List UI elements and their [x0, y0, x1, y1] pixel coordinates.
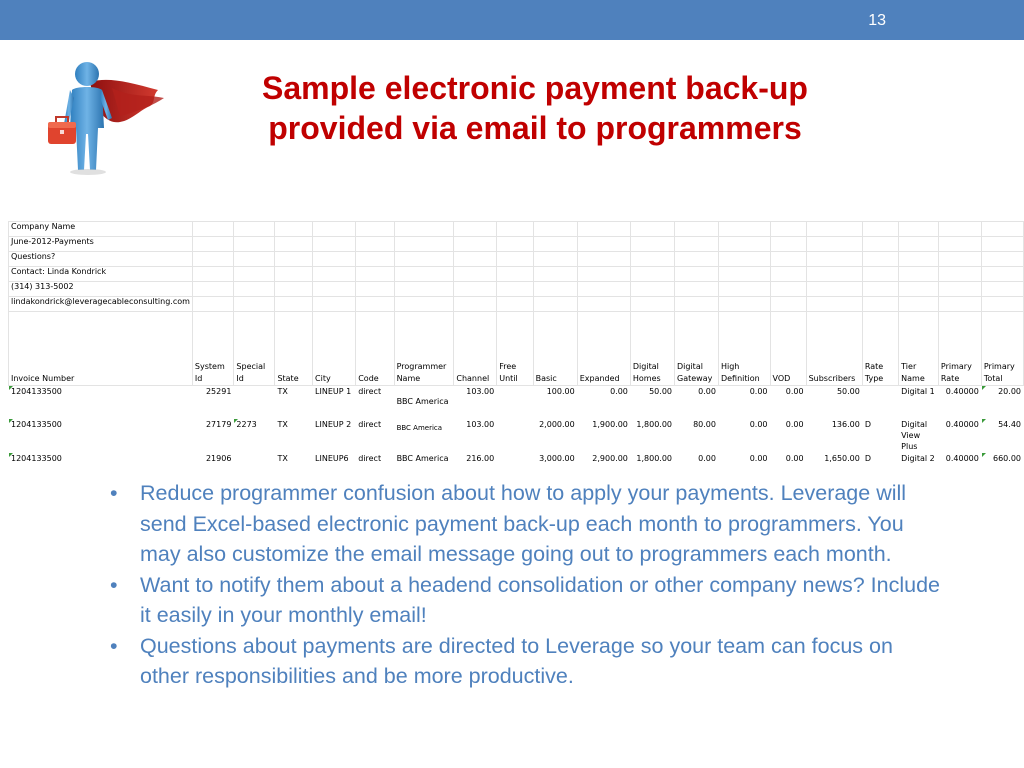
empty-cell	[394, 267, 454, 282]
empty-cell	[533, 222, 577, 237]
empty-cell	[675, 237, 719, 252]
empty-cell	[454, 267, 497, 282]
cell-invoice: 1204133500	[9, 419, 193, 453]
empty-cell	[806, 297, 862, 312]
cell-special-id: 2273	[234, 419, 275, 453]
empty-cell	[938, 222, 981, 237]
empty-cell	[806, 252, 862, 267]
empty-cell	[533, 282, 577, 297]
empty-cell	[770, 222, 806, 237]
cell-channel: 103.00	[454, 386, 497, 419]
cell-digital-gateway: 0.00	[675, 386, 719, 419]
cell-basic: 2,000.00	[533, 419, 577, 453]
empty-cell	[497, 267, 533, 282]
cell-special-id	[234, 386, 275, 419]
empty-cell	[862, 237, 898, 252]
cell-system-id: 27179	[192, 419, 234, 453]
cell-state: TX	[275, 386, 313, 419]
info-cell: Questions?	[9, 252, 193, 267]
empty-cell	[454, 237, 497, 252]
data-rows	[9, 386, 1024, 476]
column-header: Channel	[454, 312, 497, 386]
empty-cell	[675, 267, 719, 282]
empty-cell	[577, 252, 630, 267]
cell-hd: 0.00	[718, 419, 770, 453]
info-row	[9, 267, 1024, 282]
column-header: City	[313, 312, 356, 386]
empty-cell	[192, 222, 234, 237]
column-header: Expanded	[577, 312, 630, 386]
cell-rate-type: D	[862, 419, 898, 453]
empty-cell	[577, 267, 630, 282]
column-header: Digital Gateway	[675, 312, 719, 386]
cell-expanded: 2,900.00	[577, 453, 630, 476]
empty-cell	[313, 267, 356, 282]
cell-city: LINEUP6	[313, 453, 356, 476]
info-cell: lindakondrick@leveragecableconsulting.com	[9, 297, 193, 312]
empty-cell	[577, 282, 630, 297]
cell-primary-total: 660.00	[981, 453, 1023, 476]
cell-rate-type	[862, 386, 898, 419]
bullet-marker: •	[110, 633, 118, 658]
column-header: System Id	[192, 312, 234, 386]
empty-cell	[806, 282, 862, 297]
empty-cell	[356, 252, 394, 267]
cell-rate-type: D	[862, 453, 898, 476]
column-header: Basic	[533, 312, 577, 386]
empty-cell	[313, 237, 356, 252]
empty-cell	[718, 252, 770, 267]
cell-digital-gateway: 80.00	[675, 419, 719, 453]
empty-cell	[356, 297, 394, 312]
cell-basic: 100.00	[533, 386, 577, 419]
empty-cell	[313, 252, 356, 267]
slide-title	[180, 68, 890, 148]
empty-cell	[770, 282, 806, 297]
info-row	[9, 282, 1024, 297]
empty-cell	[275, 252, 313, 267]
cell-city: LINEUP 2	[313, 419, 356, 453]
bullet-text: Reduce programmer confusion about how to apply your payments. Leverage will send Excel-based electronic payment back-up each month to programmers. You may also customize the email message going out to programmers each month.	[140, 481, 907, 566]
bullet-text: Want to notify them about a headend consolidation or other company news? Include it easily in your monthly email!	[140, 572, 940, 627]
empty-cell	[770, 252, 806, 267]
empty-cell	[862, 282, 898, 297]
empty-cell	[192, 282, 234, 297]
empty-cell	[454, 282, 497, 297]
empty-cell	[981, 282, 1023, 297]
empty-cell	[454, 252, 497, 267]
cell-expanded: 0.00	[577, 386, 630, 419]
empty-cell	[192, 297, 234, 312]
empty-cell	[718, 282, 770, 297]
empty-cell	[192, 252, 234, 267]
bullet-marker: •	[110, 481, 118, 505]
empty-cell	[234, 267, 275, 282]
cell-invoice: 1204133500	[9, 386, 193, 419]
empty-cell	[899, 282, 939, 297]
empty-cell	[577, 237, 630, 252]
empty-cell	[675, 282, 719, 297]
empty-cell	[981, 252, 1023, 267]
cell-subscribers: 1,650.00	[806, 453, 862, 476]
empty-cell	[718, 237, 770, 252]
table-row	[9, 386, 1024, 419]
column-header: Tier Name	[899, 312, 939, 386]
empty-cell	[862, 252, 898, 267]
empty-cell	[356, 282, 394, 297]
empty-cell	[497, 282, 533, 297]
cell-vod: 0.00	[770, 386, 806, 419]
cell-hd: 0.00	[718, 453, 770, 476]
empty-cell	[275, 267, 313, 282]
empty-cell	[862, 297, 898, 312]
empty-cell	[356, 222, 394, 237]
empty-cell	[234, 222, 275, 237]
empty-cell	[862, 267, 898, 282]
column-header: VOD	[770, 312, 806, 386]
column-header: Primary Rate	[938, 312, 981, 386]
column-header: Free Until	[497, 312, 533, 386]
empty-cell	[497, 252, 533, 267]
empty-cell	[981, 297, 1023, 312]
info-row	[9, 222, 1024, 237]
empty-cell	[497, 237, 533, 252]
info-cell: Contact: Linda Kondrick	[9, 267, 193, 282]
cell-special-id	[234, 453, 275, 476]
payment-spreadsheet	[8, 221, 1024, 476]
empty-cell	[275, 237, 313, 252]
slide-number: 13	[868, 12, 886, 29]
empty-cell	[981, 237, 1023, 252]
info-cell: (314) 313-5002	[9, 282, 193, 297]
empty-cell	[313, 222, 356, 237]
empty-cell	[770, 297, 806, 312]
empty-cell	[533, 252, 577, 267]
empty-cell	[630, 237, 674, 252]
cell-invoice: 1204133500	[9, 453, 193, 476]
empty-cell	[394, 237, 454, 252]
bullet-item	[108, 631, 943, 692]
cell-primary-rate: 0.40000	[938, 453, 981, 476]
cell-primary-rate: 0.40000	[938, 386, 981, 419]
empty-cell	[770, 237, 806, 252]
bullet-item	[108, 570, 943, 631]
cell-digital-homes: 50.00	[630, 386, 674, 419]
empty-cell	[275, 222, 313, 237]
cell-basic: 3,000.00	[533, 453, 577, 476]
empty-cell	[899, 237, 939, 252]
column-header: Special Id	[234, 312, 275, 386]
cell-digital-homes: 1,800.00	[630, 453, 674, 476]
bullet-item	[108, 478, 943, 570]
empty-cell	[899, 297, 939, 312]
cell-state: TX	[275, 419, 313, 453]
empty-cell	[630, 222, 674, 237]
column-header: State	[275, 312, 313, 386]
empty-cell	[675, 252, 719, 267]
cell-programmer: BBC America	[394, 419, 454, 453]
cell-system-id: 21906	[192, 453, 234, 476]
cell-city: LINEUP 1	[313, 386, 356, 419]
cell-digital-homes: 1,800.00	[630, 419, 674, 453]
cell-programmer: BBC America	[394, 453, 454, 476]
bullet-text: Questions about payments are directed to Leverage so your team can focus on other responsibilities and be more productive.	[140, 633, 893, 688]
cell-free-until	[497, 419, 533, 453]
empty-cell	[938, 282, 981, 297]
empty-cell	[275, 297, 313, 312]
cell-vod: 0.00	[770, 453, 806, 476]
cell-free-until	[497, 453, 533, 476]
empty-cell	[313, 297, 356, 312]
empty-cell	[718, 267, 770, 282]
empty-cell	[630, 297, 674, 312]
empty-cell	[806, 267, 862, 282]
cell-channel: 216.00	[454, 453, 497, 476]
cell-subscribers: 136.00	[806, 419, 862, 453]
empty-cell	[630, 252, 674, 267]
empty-cell	[533, 267, 577, 282]
empty-cell	[806, 237, 862, 252]
slide-title-line-1: Sample electronic payment back-up	[262, 70, 808, 106]
column-header: Programmer Name	[394, 312, 454, 386]
info-cell: Company Name	[9, 222, 193, 237]
cell-code: direct	[356, 419, 394, 453]
empty-cell	[718, 222, 770, 237]
empty-cell	[394, 252, 454, 267]
empty-cell	[630, 282, 674, 297]
cell-code: direct	[356, 453, 394, 476]
cell-primary-rate: 0.40000	[938, 419, 981, 453]
cell-system-id: 25291	[192, 386, 234, 419]
empty-cell	[899, 267, 939, 282]
empty-cell	[806, 222, 862, 237]
empty-cell	[234, 252, 275, 267]
empty-cell	[533, 237, 577, 252]
empty-cell	[675, 297, 719, 312]
table-row	[9, 419, 1024, 453]
cell-expanded: 1,900.00	[577, 419, 630, 453]
empty-cell	[394, 222, 454, 237]
cell-hd: 0.00	[718, 386, 770, 419]
table-row	[9, 453, 1024, 476]
empty-cell	[899, 222, 939, 237]
empty-cell	[234, 237, 275, 252]
cell-vod: 0.00	[770, 419, 806, 453]
info-row	[9, 237, 1024, 252]
cell-programmer: BBC America	[394, 386, 454, 419]
empty-cell	[938, 267, 981, 282]
cell-primary-total: 54.40	[981, 419, 1023, 453]
empty-cell	[981, 222, 1023, 237]
cell-tier-name: Digital 1	[899, 386, 939, 419]
column-header: Digital Homes	[630, 312, 674, 386]
empty-cell	[313, 282, 356, 297]
empty-cell	[577, 222, 630, 237]
bullet-marker: •	[110, 572, 118, 597]
empty-cell	[192, 237, 234, 252]
info-row	[9, 297, 1024, 312]
cell-tier-name: Digital View Plus	[899, 419, 939, 453]
column-header: Code	[356, 312, 394, 386]
empty-cell	[234, 297, 275, 312]
empty-cell	[234, 282, 275, 297]
column-header: Subscribers	[806, 312, 862, 386]
cell-subscribers: 50.00	[806, 386, 862, 419]
column-header: High Definition	[718, 312, 770, 386]
empty-cell	[454, 222, 497, 237]
empty-cell	[394, 297, 454, 312]
empty-cell	[356, 267, 394, 282]
empty-cell	[497, 222, 533, 237]
column-header: Primary Total	[981, 312, 1023, 386]
info-cell: June-2012-Payments	[9, 237, 193, 252]
cell-code: direct	[356, 386, 394, 419]
empty-cell	[981, 267, 1023, 282]
empty-cell	[718, 297, 770, 312]
empty-cell	[630, 267, 674, 282]
empty-cell	[938, 237, 981, 252]
empty-cell	[275, 282, 313, 297]
empty-cell	[394, 282, 454, 297]
empty-cell	[497, 297, 533, 312]
empty-cell	[938, 297, 981, 312]
cell-tier-name: Digital 2	[899, 453, 939, 476]
header-row	[9, 312, 1024, 386]
bullet-list	[108, 478, 943, 692]
superhero-businessman-icon	[40, 58, 172, 178]
empty-cell	[938, 252, 981, 267]
empty-cell	[192, 267, 234, 282]
empty-cell	[862, 222, 898, 237]
column-header: Invoice Number	[9, 312, 193, 386]
empty-cell	[577, 297, 630, 312]
empty-cell	[675, 222, 719, 237]
empty-cell	[454, 297, 497, 312]
empty-cell	[899, 252, 939, 267]
column-header: Rate Type	[862, 312, 898, 386]
cell-digital-gateway: 0.00	[675, 453, 719, 476]
empty-cell	[770, 267, 806, 282]
cell-state: TX	[275, 453, 313, 476]
info-row	[9, 252, 1024, 267]
empty-cell	[356, 237, 394, 252]
cell-free-until	[497, 386, 533, 419]
top-banner	[0, 0, 1024, 40]
cell-channel: 103.00	[454, 419, 497, 453]
slide-title-line-2: provided via email to programmers	[268, 110, 802, 146]
cell-primary-total: 20.00	[981, 386, 1023, 419]
empty-cell	[533, 297, 577, 312]
info-rows	[9, 222, 1024, 312]
